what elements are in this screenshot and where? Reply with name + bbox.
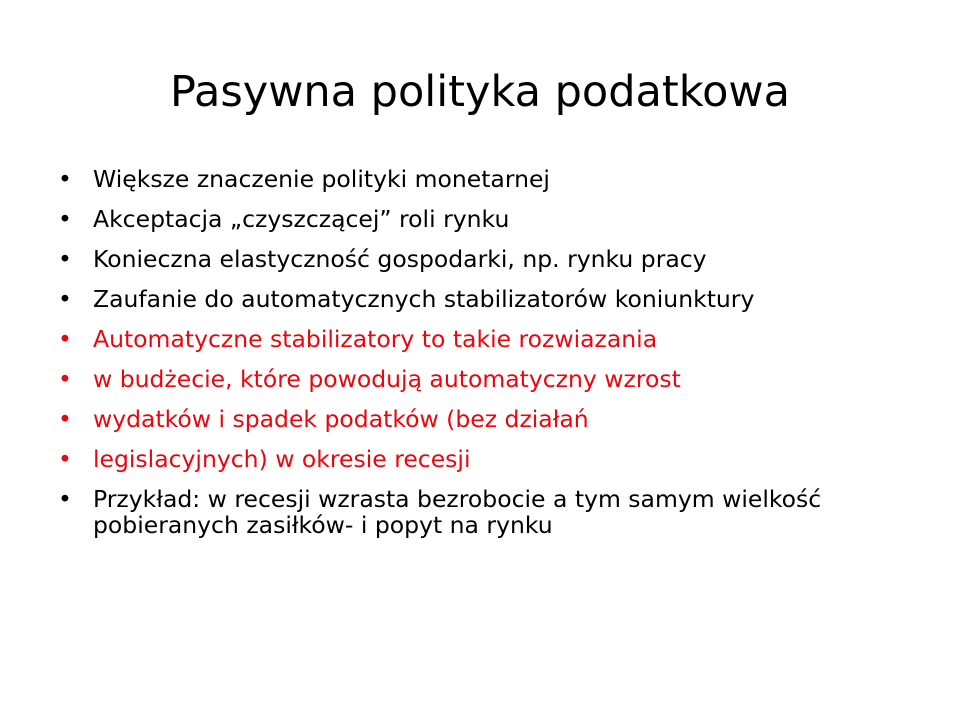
bullet-item — [58, 166, 918, 192]
bullet-item — [58, 286, 918, 312]
bullet-list — [58, 166, 918, 552]
bullet-item — [58, 326, 918, 352]
bullet-text: Akceptacja „czyszczącej” roli rynku — [93, 205, 510, 233]
bullet-icon: • — [58, 445, 72, 473]
bullet-icon: • — [58, 485, 72, 513]
bullet-item — [58, 366, 918, 392]
bullet-icon: • — [58, 325, 72, 353]
bullet-item — [58, 486, 918, 538]
bullet-text: Konieczna elastyczność gospodarki, np. rynku pracy — [93, 245, 707, 273]
bullet-item — [58, 446, 918, 472]
bullet-icon: • — [58, 205, 72, 233]
bullet-text: legislacyjnych) w okresie recesji — [93, 445, 471, 473]
bullet-icon: • — [58, 405, 72, 433]
bullet-item — [58, 406, 918, 432]
bullet-text: Większe znaczenie polityki monetarnej — [93, 165, 550, 193]
bullet-text: Zaufanie do automatycznych stabilizatorów koniunktury — [93, 285, 755, 313]
bullet-icon: • — [58, 245, 72, 273]
bullet-text: wydatków i spadek podatków (bez działań — [93, 405, 589, 433]
bullet-item — [58, 206, 918, 232]
bullet-text: Automatyczne stabilizatory to takie rozwiazania — [93, 325, 658, 353]
bullet-icon: • — [58, 365, 72, 393]
slide-title: Pasywna polityka podatkowa — [170, 67, 790, 117]
bullet-text: Przykład: w recesji wzrasta bezrobocie a tym samym wielkość pobieranych zasiłków- i popyt na rynku — [93, 485, 822, 539]
bullet-icon: • — [58, 165, 72, 193]
bullet-icon: • — [58, 285, 72, 313]
bullet-text: w budżecie, które powodują automatyczny wzrost — [93, 365, 681, 393]
bullet-item — [58, 246, 918, 272]
